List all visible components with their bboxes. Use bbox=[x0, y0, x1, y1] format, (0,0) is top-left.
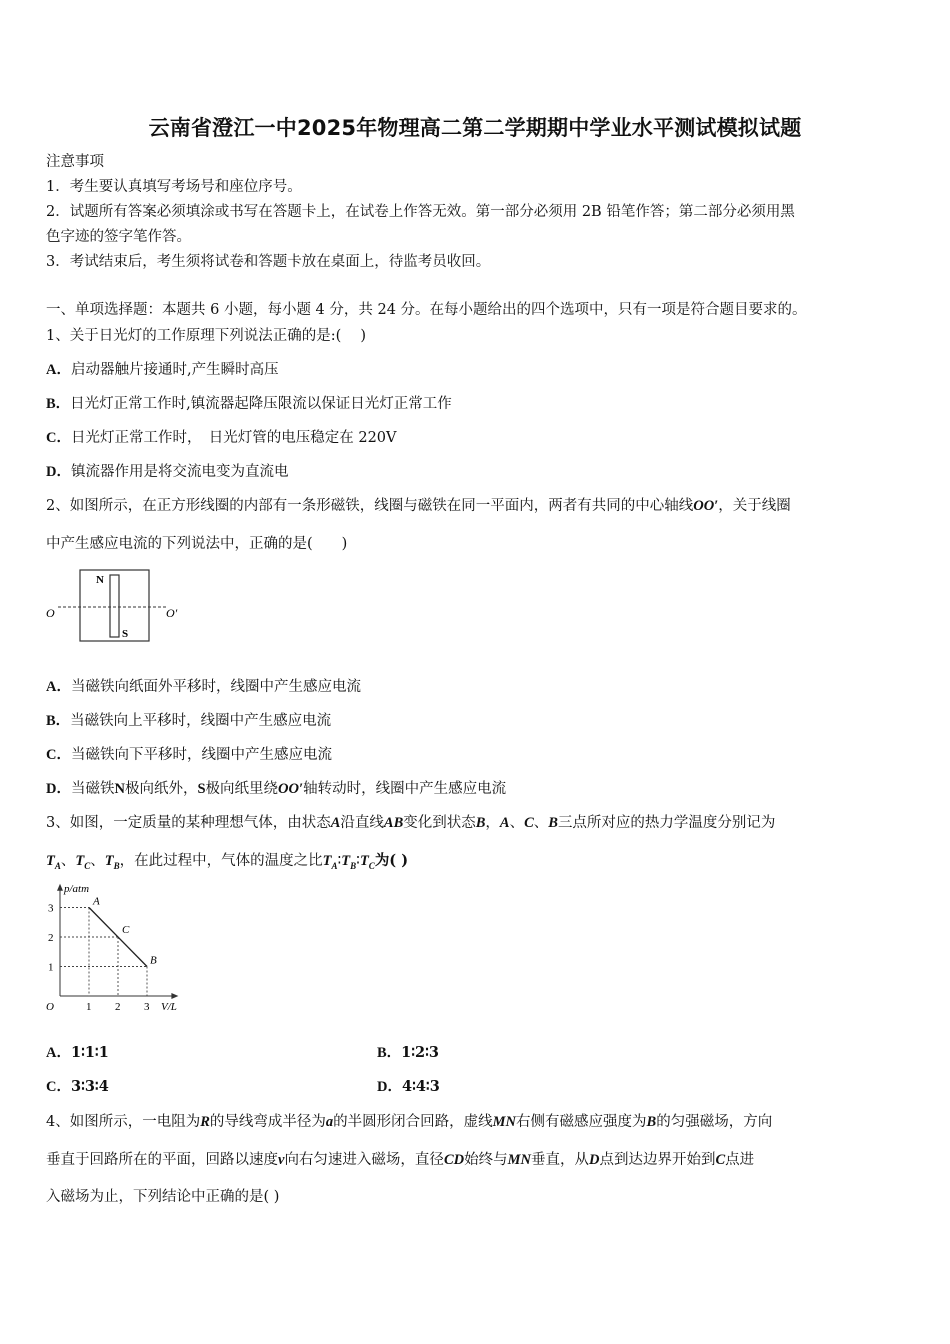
q2-stem-text: 2、如图所示，在正方形线圈的内部有一条形磁铁，线圈与磁铁在同一平面内，两者有共同的中心轴线 bbox=[46, 498, 694, 514]
x-tick-2: 2 bbox=[115, 1001, 121, 1013]
sub-a: A bbox=[54, 860, 61, 871]
line-ab: AB bbox=[383, 815, 404, 831]
temp-t: T bbox=[341, 853, 351, 869]
q3-option-c bbox=[46, 1077, 109, 1097]
q2-stem-line2: 中产生感应电流的下列说法中，正确的是( ) bbox=[46, 536, 348, 552]
sub-c: C bbox=[368, 860, 375, 871]
option-text: 启动器触片接通时,产生瞬时高压 bbox=[70, 362, 279, 378]
q1-option-b bbox=[46, 394, 908, 414]
option-text: 极向纸外， bbox=[124, 781, 198, 797]
option-label: A． bbox=[46, 679, 71, 695]
q2-stem-text-end: ，关于线圈 bbox=[718, 498, 791, 514]
option-text: 轴转动时，线圈中产生感应电流 bbox=[303, 781, 507, 797]
q3-option-d bbox=[377, 1077, 440, 1097]
option-text: 3∶3∶4 bbox=[70, 1078, 109, 1095]
option-label: A． bbox=[46, 1045, 71, 1061]
q3-text: 沿直线 bbox=[340, 815, 384, 831]
section-heading: 一、单项选择题：本题共 6 小题，每小题 4 分，共 24 分。在每小题给出的四个选项中，只有一项是符合题目要求的。 bbox=[46, 302, 807, 318]
notice-item-3: 3．考试结束后，考生须将试卷和答题卡放在桌面上，待监考员收回。 bbox=[46, 254, 491, 270]
q4-text: 的匀强磁场，方向 bbox=[656, 1114, 773, 1130]
option-text: 4∶4∶3 bbox=[401, 1078, 440, 1095]
option-label: D． bbox=[377, 1079, 402, 1095]
ratio-colon: ∶ bbox=[356, 853, 360, 869]
q1-stem: 1、关于日光灯的工作原理下列说法正确的是:( ) bbox=[46, 328, 367, 344]
q3-text: 三点所对应的热力学温度分别记为 bbox=[557, 815, 776, 831]
option-label: B． bbox=[377, 1045, 402, 1061]
var-c: C bbox=[715, 1152, 726, 1168]
var-a: a bbox=[325, 1114, 334, 1130]
q3-text: 变化到状态 bbox=[403, 815, 476, 831]
option-text: 镇流器作用是将交流电变为直流电 bbox=[70, 464, 289, 480]
square-coil bbox=[80, 570, 149, 641]
q4-text: 向右匀速进入磁场，直径 bbox=[284, 1152, 444, 1168]
pole-n: N bbox=[114, 781, 125, 797]
state-a: A bbox=[330, 815, 341, 831]
x-tick-1: 1 bbox=[86, 1001, 92, 1013]
q3-stem-line1 bbox=[46, 813, 908, 833]
magnet-n-label: N bbox=[96, 574, 104, 586]
temp-t: T bbox=[104, 853, 114, 869]
option-label: B． bbox=[46, 713, 71, 729]
ratio-colon: ∶ bbox=[337, 853, 342, 869]
q3-text: ， bbox=[485, 815, 500, 831]
notice-item-1: 1．考生要认真填写考场号和座位序号。 bbox=[46, 179, 302, 195]
bar-magnet bbox=[110, 575, 119, 637]
point-label-c: C bbox=[122, 924, 130, 936]
notice-item-2-cont: 色字迹的签字笔作答。 bbox=[46, 229, 191, 245]
q4-text: 右侧有磁感应强度为 bbox=[516, 1114, 647, 1130]
x-axis-arrow bbox=[171, 993, 178, 999]
option-label: C． bbox=[46, 747, 71, 763]
q4-text: 垂直，从 bbox=[530, 1152, 589, 1168]
option-text: 当磁铁向纸面外平移时，线圈中产生感应电流 bbox=[70, 679, 361, 695]
option-label: D． bbox=[46, 464, 71, 480]
sub-a: A bbox=[331, 860, 338, 871]
q4-stem-line3: 入磁场为止，下列结论中正确的是( ) bbox=[46, 1189, 280, 1205]
q3-text: 3、如图，一定质量的某种理想气体，由状态 bbox=[46, 815, 331, 831]
q2-axis-label: OO′ bbox=[693, 498, 719, 514]
y-axis-arrow bbox=[57, 884, 63, 891]
var-cd: CD bbox=[443, 1152, 465, 1168]
q4-text: 的半圆形闭合回路，虚线 bbox=[333, 1114, 493, 1130]
q3-pv-chart bbox=[40, 878, 200, 1018]
magnet-s-label: S bbox=[122, 628, 129, 640]
option-text: 日光灯正常工作时,镇流器起降压限流以保证日光灯正常工作 bbox=[70, 396, 452, 412]
q3-option-b bbox=[377, 1043, 439, 1063]
option-label: C． bbox=[46, 1079, 71, 1095]
q3-text: 、 bbox=[60, 853, 76, 869]
q4-text: 垂直于回路所在的平面，回路以速度 bbox=[46, 1152, 278, 1168]
q2-magnet-figure bbox=[40, 564, 190, 648]
q2-option-c bbox=[46, 745, 908, 765]
option-text: 当磁铁向上平移时，线圈中产生感应电流 bbox=[70, 713, 332, 729]
q3-stem-line2 bbox=[46, 851, 908, 876]
q2-option-b bbox=[46, 711, 908, 731]
y-tick-3: 3 bbox=[48, 902, 54, 915]
var-v: v bbox=[278, 1152, 285, 1168]
var-b: B bbox=[646, 1114, 657, 1130]
sub-b: B bbox=[350, 860, 357, 871]
q4-text: 4、如图所示，一电阻为 bbox=[46, 1114, 201, 1130]
q1-option-d bbox=[46, 462, 908, 482]
q3-text: ，在此过程中，气体的温度之比 bbox=[119, 853, 323, 869]
axis-label: OO′ bbox=[278, 781, 304, 797]
y-tick-1: 1 bbox=[48, 961, 54, 974]
q3-text: 、 bbox=[533, 815, 549, 831]
x-tick-3: 3 bbox=[144, 1001, 150, 1013]
axis-o-label: O bbox=[46, 606, 55, 620]
option-label: D． bbox=[46, 781, 71, 797]
temp-t: T bbox=[75, 853, 85, 869]
q3-text: 为( ) bbox=[374, 852, 409, 869]
q4-text: 点到达边界开始到 bbox=[599, 1152, 716, 1168]
var-mn: MN bbox=[492, 1114, 517, 1130]
point-label-a: A bbox=[93, 895, 100, 908]
option-label: C． bbox=[46, 430, 71, 446]
q4-text: 始终与 bbox=[464, 1152, 508, 1168]
state-a: A bbox=[499, 815, 510, 831]
state-b: B bbox=[475, 815, 486, 831]
q2-option-d bbox=[46, 779, 908, 799]
q2-option-a bbox=[46, 677, 908, 697]
sub-b: B bbox=[113, 860, 120, 871]
notice-heading: 注意事项 bbox=[46, 154, 104, 170]
origin-label: O bbox=[46, 1001, 54, 1013]
option-text: 日光灯正常工作时， 日光灯管的电压稳定在 220V bbox=[70, 430, 397, 446]
q4-stem-line1 bbox=[46, 1112, 908, 1132]
temp-t: T bbox=[322, 853, 332, 869]
y-axis-label: p/atm bbox=[64, 882, 90, 895]
var-d: D bbox=[588, 1152, 600, 1168]
state-c: C bbox=[524, 815, 534, 831]
notice-item-2: 2．试题所有答案必须填涂或书写在答题卡上，在试卷上作答无效。第一部分必须用 2B 铅笔作答；第二部分必须用黑 bbox=[46, 204, 795, 220]
axis-o-prime-label: O′ bbox=[166, 606, 178, 620]
q3-text: 、 bbox=[509, 815, 525, 831]
pole-s: S bbox=[197, 781, 206, 797]
q4-text: 点进 bbox=[725, 1152, 755, 1168]
temp-t: T bbox=[46, 853, 55, 869]
point-label-b: B bbox=[150, 954, 157, 967]
q1-option-a bbox=[46, 360, 908, 380]
temp-t: T bbox=[359, 853, 369, 869]
option-text: 1∶2∶3 bbox=[401, 1044, 439, 1061]
option-label: B． bbox=[46, 396, 71, 412]
exam-title: 云南省澄江一中2025年物理高二第二学期期中学业水平测试模拟试题 bbox=[148, 116, 802, 140]
q2-stem-line1 bbox=[46, 496, 908, 516]
option-text: 1∶1∶1 bbox=[70, 1044, 109, 1061]
q3-option-a bbox=[46, 1043, 109, 1063]
q3-text: 、 bbox=[90, 853, 105, 869]
option-text: 当磁铁 bbox=[70, 781, 115, 797]
option-text: 当磁铁向下平移时，线圈中产生感应电流 bbox=[70, 747, 332, 763]
sub-c: C bbox=[84, 860, 91, 871]
var-r: R bbox=[200, 1114, 210, 1130]
var-mn: MN bbox=[507, 1152, 531, 1168]
option-text: 极向纸里绕 bbox=[205, 781, 279, 797]
state-b: B bbox=[548, 815, 558, 831]
q1-option-c bbox=[46, 428, 908, 448]
x-axis-label: V/L bbox=[161, 1001, 177, 1013]
option-label: A． bbox=[46, 362, 71, 378]
y-tick-2: 2 bbox=[48, 932, 54, 944]
q4-text: 的导线弯成半径为 bbox=[209, 1114, 326, 1130]
q4-stem-line2 bbox=[46, 1150, 908, 1170]
